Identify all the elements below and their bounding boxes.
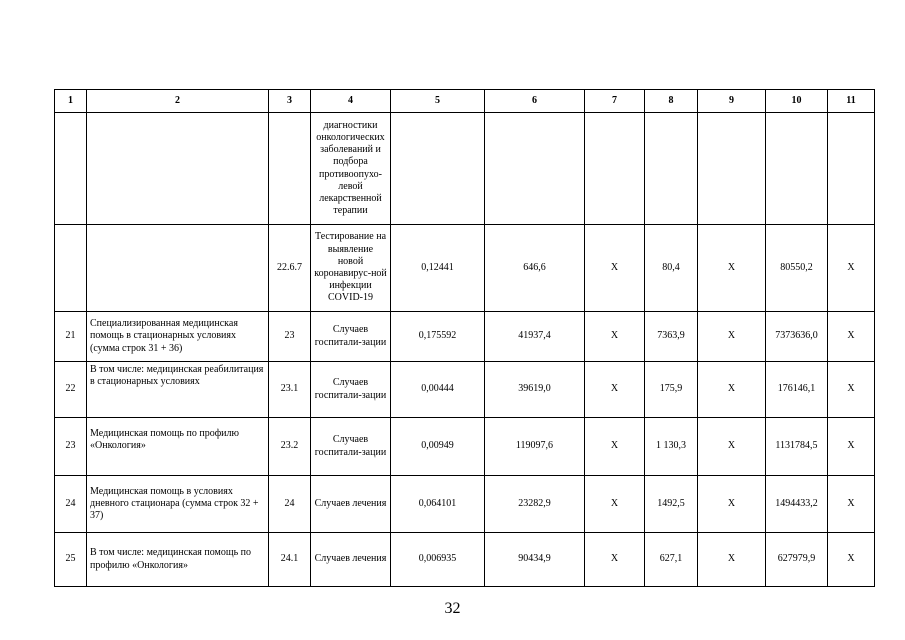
row-number: 25	[55, 533, 87, 587]
cell: 90434,9	[485, 533, 585, 587]
cell: 627,1	[645, 533, 698, 587]
cell: 1 130,3	[645, 418, 698, 476]
cell	[391, 113, 485, 225]
cell: X	[698, 312, 766, 362]
cell: 0,12441	[391, 225, 485, 312]
row-unit: Случаев госпитали-зации	[311, 418, 391, 476]
table-row	[55, 476, 875, 533]
cell: 175,9	[645, 362, 698, 418]
row-code: 23	[269, 312, 311, 362]
table-row	[55, 418, 875, 476]
cell: X	[698, 418, 766, 476]
cell: 0,175592	[391, 312, 485, 362]
cell	[645, 113, 698, 225]
header-row	[55, 90, 875, 113]
cell: 176146,1	[766, 362, 828, 418]
cell: X	[585, 476, 645, 533]
table-row	[55, 312, 875, 362]
row-label: В том числе: медицинская помощь по профилю «Онкология»	[87, 533, 269, 587]
header-cell: 5	[391, 90, 485, 113]
cell: X	[828, 312, 875, 362]
cell	[766, 113, 828, 225]
cell: 39619,0	[485, 362, 585, 418]
cell: X	[828, 476, 875, 533]
cell: 7363,9	[645, 312, 698, 362]
cell: X	[585, 225, 645, 312]
table-row	[55, 225, 875, 312]
row-code: 22.6.7	[269, 225, 311, 312]
cell: X	[698, 362, 766, 418]
cell: 41937,4	[485, 312, 585, 362]
row-label: В том числе: медицинская реабилитация в стационарных условиях	[87, 362, 269, 418]
row-code	[269, 113, 311, 225]
cell: X	[828, 362, 875, 418]
header-cell: 1	[55, 90, 87, 113]
cell: X	[698, 476, 766, 533]
cell: 23282,9	[485, 476, 585, 533]
header-cell: 6	[485, 90, 585, 113]
header-cell: 2	[87, 90, 269, 113]
cell: 80550,2	[766, 225, 828, 312]
cell	[585, 113, 645, 225]
table-row	[55, 113, 875, 225]
table-row	[55, 533, 875, 587]
cell: X	[828, 225, 875, 312]
cell: X	[585, 312, 645, 362]
row-code: 23.1	[269, 362, 311, 418]
row-label	[87, 225, 269, 312]
header-cell: 8	[645, 90, 698, 113]
cell: 0,00949	[391, 418, 485, 476]
row-unit: Тестирование на выявление новой коронавирус-ной инфекции COVID-19	[311, 225, 391, 312]
row-number: 23	[55, 418, 87, 476]
cell: 0,064101	[391, 476, 485, 533]
cell: X	[585, 533, 645, 587]
row-code: 23.2	[269, 418, 311, 476]
row-label: Медицинская помощь по профилю «Онкология»	[87, 418, 269, 476]
cell	[698, 113, 766, 225]
cell: X	[585, 362, 645, 418]
cell: 80,4	[645, 225, 698, 312]
row-number: 24	[55, 476, 87, 533]
row-code: 24.1	[269, 533, 311, 587]
cell	[828, 113, 875, 225]
header-cell: 11	[828, 90, 875, 113]
cell: 646,6	[485, 225, 585, 312]
row-label	[87, 113, 269, 225]
table-row	[55, 362, 875, 418]
page-number: 32	[444, 600, 461, 617]
row-number	[55, 225, 87, 312]
row-unit: диагностики онкологических заболеваний и подбора противоопухо-левой лекарственной терапии	[311, 113, 391, 225]
header-cell: 10	[766, 90, 828, 113]
cell: 0,006935	[391, 533, 485, 587]
row-unit: Случаев госпитали-зации	[311, 362, 391, 418]
header-cell: 4	[311, 90, 391, 113]
row-number: 22	[55, 362, 87, 418]
cell: X	[698, 533, 766, 587]
cell: 7373636,0	[766, 312, 828, 362]
cell: 0,00444	[391, 362, 485, 418]
cell: X	[698, 225, 766, 312]
cell	[485, 113, 585, 225]
cell: 1492,5	[645, 476, 698, 533]
cell: X	[585, 418, 645, 476]
row-number: 21	[55, 312, 87, 362]
header-cell: 3	[269, 90, 311, 113]
row-unit: Случаев госпитали-зации	[311, 312, 391, 362]
row-label: Медицинская помощь в условиях дневного стационара (сумма строк 32 + 37)	[87, 476, 269, 533]
cell: X	[828, 418, 875, 476]
header-cell: 9	[698, 90, 766, 113]
cell: 119097,6	[485, 418, 585, 476]
cell: 627979,9	[766, 533, 828, 587]
cell: X	[828, 533, 875, 587]
row-code: 24	[269, 476, 311, 533]
row-label: Специализированная медицинская помощь в стационарных условиях (сумма строк 31 + 36)	[87, 312, 269, 362]
row-number	[55, 113, 87, 225]
row-unit: Случаев лечения	[311, 533, 391, 587]
budget-table	[54, 89, 875, 587]
cell: 1494433,2	[766, 476, 828, 533]
row-unit: Случаев лечения	[311, 476, 391, 533]
cell: 1131784,5	[766, 418, 828, 476]
header-cell: 7	[585, 90, 645, 113]
